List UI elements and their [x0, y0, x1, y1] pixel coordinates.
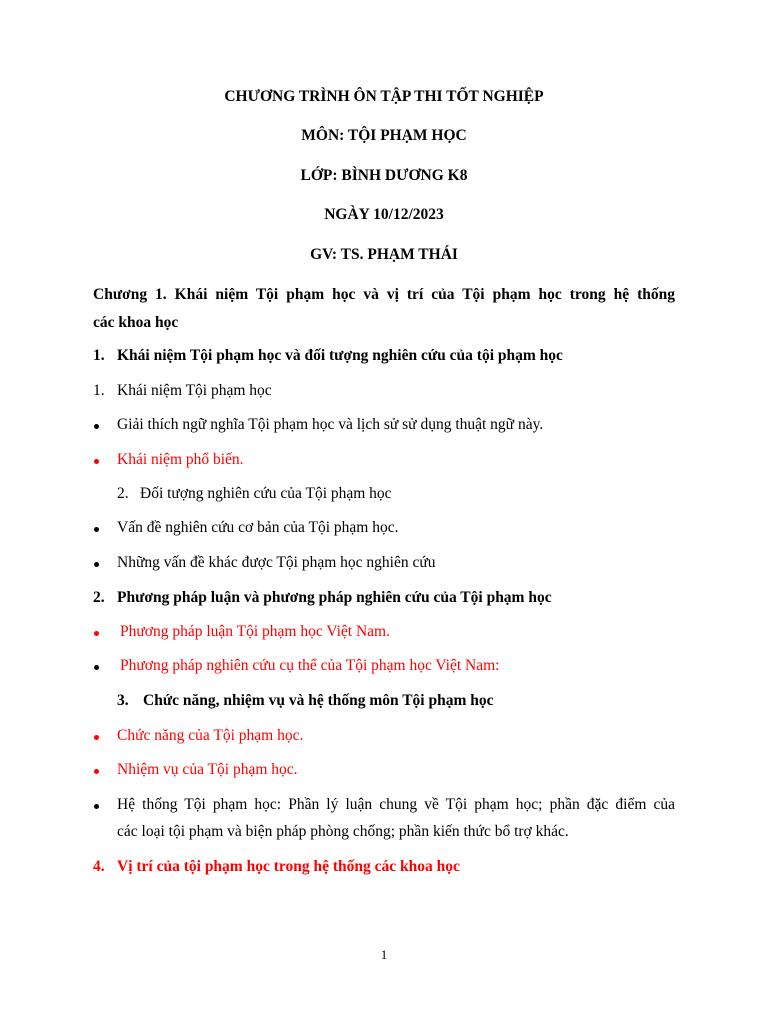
class-title: LỚP: BÌNH DƯƠNG K8 [300, 167, 468, 184]
bullet-item-5: Phương pháp luận Tội phạm học Việt Nam. [120, 623, 390, 640]
section-2-number: 2. [93, 589, 105, 606]
subsection-1-2-number: 2. [117, 485, 129, 502]
date-title: NGÀY 10/12/2023 [324, 206, 444, 223]
bullet-item-1: Giải thích ngữ nghĩa Tội phạm học và lịch sử sử dụng thuật ngữ này. [117, 416, 544, 433]
bullet-item-3: Vấn đề nghiên cứu cơ bản của Tội phạm học. [117, 519, 399, 536]
bullet-icon [94, 735, 99, 740]
bullet-icon [94, 459, 99, 464]
subsection-1-1-number: 1. [93, 382, 105, 399]
bullet-icon [94, 665, 99, 670]
bullet-item-4: Những vấn đề khác được Tội phạm học nghiên cứu [117, 554, 436, 571]
chapter-title-line1: Chương 1. Khái niệm Tội phạm học và vị trí của Tội phạm học trong hệ thống [93, 286, 675, 303]
bullet-item-7: Chức năng của Tội phạm học. [117, 727, 304, 744]
bullet-icon [94, 769, 99, 774]
section-3-title: Chức năng, nhiệm vụ và hệ thống môn Tội phạm học [143, 692, 494, 709]
bullet-icon [94, 804, 99, 809]
bullet-icon [94, 562, 99, 567]
section-4-title: Vị trí của tội phạm học trong hệ thống các khoa học [117, 858, 460, 875]
chapter-title-line2: các khoa học [93, 314, 179, 331]
subject-title: MÔN: TỘI PHẠM HỌC [301, 127, 467, 144]
bullet-item-2: Khái niệm phổ biến. [117, 451, 244, 468]
page-number: 1 [380, 947, 388, 962]
bullet-icon [94, 424, 99, 429]
teacher-title: GV: TS. PHẠM THÁI [310, 246, 458, 263]
section-3-number: 3. [117, 692, 129, 709]
bullet-item-6: Phương pháp nghiên cứu cụ thể của Tội phạm học Việt Nam: [120, 657, 500, 674]
bullet-item-9-line1: Hệ thống Tội phạm học: Phần lý luận chung về Tội phạm học; phần đặc điểm của [117, 796, 675, 813]
section-1-number: 1. [93, 347, 105, 364]
bullet-item-9-line2: các loại tội phạm và biện pháp phòng chống; phần kiến thức bổ trợ khác. [117, 823, 569, 840]
section-1-title: Khái niệm Tội phạm học và đối tượng nghiên cứu của tội phạm học [117, 347, 563, 364]
subsection-1-2-text: Đối tượng nghiên cứu của Tội phạm học [140, 485, 392, 502]
program-title: CHƯƠNG TRÌNH ÔN TẬP THI TỐT NGHIỆP [224, 88, 544, 105]
bullet-icon [94, 527, 99, 532]
section-4-number: 4. [93, 858, 105, 875]
bullet-item-8: Nhiệm vụ của Tội phạm học. [117, 761, 298, 778]
bullet-icon [94, 631, 99, 636]
section-2-title: Phương pháp luận và phương pháp nghiên cứu của Tội phạm học [117, 589, 552, 606]
subsection-1-1-text: Khái niệm Tội phạm học [117, 382, 272, 399]
